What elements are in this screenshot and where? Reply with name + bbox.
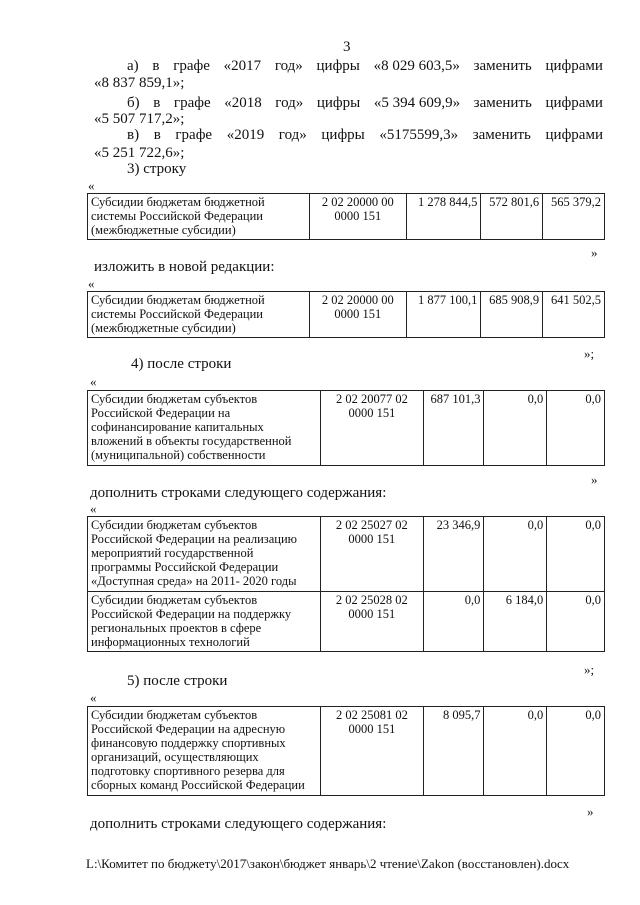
text-line: 0000 151 — [348, 532, 396, 546]
table-2 — [87, 291, 605, 338]
value-2018-cell: 685 908,9 — [481, 292, 543, 338]
value-2019-cell: 641 502,5 — [543, 292, 605, 338]
word: цифрами — [545, 95, 603, 111]
table-1 — [87, 193, 605, 240]
footer-file-path: L:\Комитет по бюджету\2017\закон\бюджет январь\2 чтение\Zakon (восстановлен).docx — [86, 856, 570, 871]
word: графе — [173, 95, 211, 111]
table-3 — [87, 390, 605, 466]
word: а) — [127, 58, 139, 74]
value-2019-cell: 0,0 — [547, 391, 605, 466]
text-line: 0000 151 — [334, 307, 382, 321]
text-line: (межбюджетные субсидии) — [91, 321, 236, 335]
table-row — [88, 592, 605, 652]
value-2017-cell: 8 095,7 — [423, 707, 484, 796]
page-number: 3 — [343, 39, 351, 55]
word: год» — [274, 58, 303, 74]
redaction-text: изложить в новой редакции: — [94, 259, 275, 275]
value-2018-cell: 0,0 — [484, 391, 547, 466]
close-quote-semicolon: »; — [584, 662, 595, 677]
paragraph-b-continuation: «5 507 717,2»; — [94, 111, 185, 127]
close-quote-semicolon: »; — [584, 346, 595, 361]
text-line: информационных технологий — [91, 635, 250, 649]
text-line: (межбюджетные субсидии) — [91, 223, 236, 237]
close-quote: » — [587, 804, 594, 819]
text-line: программы Российской Федерации — [91, 560, 279, 574]
word: заменить — [473, 95, 532, 111]
text-line: 0000 151 — [348, 722, 396, 736]
value-2019-cell: 0,0 — [547, 707, 605, 796]
word: «2018 — [224, 95, 262, 111]
table-4 — [87, 516, 605, 652]
row-name-cell — [88, 707, 321, 796]
text-line: сборных команд Российской Федерации — [91, 778, 305, 792]
paragraph-a — [127, 58, 603, 75]
text-line: 0000 151 — [334, 209, 382, 223]
text-line: финансовую поддержку спортивных — [91, 736, 286, 750]
table-row — [88, 517, 605, 592]
code-cell — [321, 391, 424, 466]
text-line: системы Российской Федерации — [91, 307, 263, 321]
text-line: 2 02 20000 00 — [321, 293, 394, 307]
value-2017-cell: 1 877 100,1 — [406, 292, 481, 338]
value-2018-cell: 0,0 — [484, 517, 547, 592]
word: заменить — [472, 127, 531, 143]
row-name-cell — [88, 391, 321, 466]
word: в — [153, 95, 161, 111]
row-name-cell — [88, 194, 310, 240]
open-quote: « — [88, 276, 95, 291]
text-line: Субсидии бюджетам бюджетной — [91, 293, 265, 307]
word: «2017 — [223, 58, 262, 74]
word: год» — [278, 127, 307, 143]
open-quote: « — [90, 501, 97, 516]
paragraph-c — [127, 127, 603, 144]
text-line: Российской Федерации на адресную — [91, 722, 286, 736]
word: цифрами — [545, 127, 603, 143]
word: цифры — [316, 95, 361, 111]
row-name-cell — [88, 517, 321, 592]
value-2018-cell: 0,0 — [484, 707, 547, 796]
value-2018-cell: 572 801,6 — [481, 194, 543, 240]
row-name-cell — [88, 292, 310, 338]
word: «5175599,3» — [379, 127, 459, 143]
code-cell — [310, 292, 407, 338]
supplement-text: дополнить строками следующего содержания: — [90, 485, 387, 501]
value-2017-cell: 1 278 844,5 — [406, 194, 481, 240]
word: цифры — [321, 127, 365, 143]
row-name-cell — [88, 592, 321, 652]
value-2019-cell: 565 379,2 — [543, 194, 605, 240]
table-row — [88, 391, 605, 466]
text-line: 2 02 25028 02 — [335, 593, 408, 607]
word: «5 394 609,9» — [373, 95, 461, 111]
item-3-heading: 3) строку — [127, 161, 187, 177]
value-2019-cell: 0,0 — [547, 592, 605, 652]
text-line: 2 02 20000 00 — [321, 195, 394, 209]
text-line: 2 02 20077 02 — [335, 392, 408, 406]
code-cell — [321, 517, 424, 592]
code-cell — [321, 592, 424, 652]
text-line: организаций, осуществляющих — [91, 750, 259, 764]
text-line: Субсидии бюджетам субъектов — [91, 392, 258, 406]
word: в — [152, 58, 160, 74]
value-2017-cell: 23 346,9 — [423, 517, 484, 592]
text-line: «Доступная среда» на 2011- 2020 годы — [91, 574, 297, 588]
table-5 — [87, 706, 605, 796]
open-quote: « — [90, 690, 97, 705]
text-line: Субсидии бюджетам субъектов — [91, 708, 258, 722]
close-quote: » — [591, 472, 598, 487]
word: в — [153, 127, 161, 143]
text-line: 0000 151 — [348, 607, 396, 621]
word: год» — [275, 95, 304, 111]
word: в) — [127, 127, 140, 143]
text-line: 2 02 25027 02 — [335, 518, 408, 532]
open-quote: « — [88, 178, 95, 193]
word: «2019 — [226, 127, 265, 143]
text-line: системы Российской Федерации — [91, 209, 263, 223]
value-2019-cell: 0,0 — [547, 517, 605, 592]
open-quote: « — [90, 374, 97, 389]
table-row — [88, 707, 605, 796]
table-row — [88, 194, 605, 240]
text-line: Субсидии бюджетам бюджетной — [91, 195, 265, 209]
word: заменить — [473, 58, 532, 74]
word: б) — [127, 95, 140, 111]
code-cell — [310, 194, 407, 240]
text-line: 0000 151 — [348, 406, 396, 420]
text-line: мероприятий государственной — [91, 546, 254, 560]
text-line: региональных проектов в сфере — [91, 621, 262, 635]
item-4-heading: 4) после строки — [131, 356, 232, 372]
word: цифрами — [545, 58, 603, 74]
paragraph-b — [127, 95, 603, 112]
text-line: Субсидии бюджетам субъектов — [91, 518, 258, 532]
text-line: 2 02 25081 02 — [335, 708, 408, 722]
text-line: Российской Федерации на — [91, 406, 231, 420]
text-line: Российской Федерации на реализацию — [91, 532, 297, 546]
table-row — [88, 292, 605, 338]
text-line: подготовку спортивного резерва для — [91, 764, 285, 778]
word: «8 029 603,5» — [373, 58, 460, 74]
item-5-heading: 5) после строки — [127, 673, 228, 689]
value-2017-cell: 0,0 — [423, 592, 484, 652]
value-2017-cell: 687 101,3 — [423, 391, 484, 466]
close-quote: » — [591, 245, 598, 260]
text-line: Российской Федерации на поддержку — [91, 607, 292, 621]
paragraph-c-continuation: «5 251 722,6»; — [94, 145, 185, 161]
text-line: Субсидии бюджетам субъектов — [91, 593, 258, 607]
text-line: софинансирование капитальных — [91, 420, 264, 434]
code-cell — [321, 707, 424, 796]
paragraph-a-continuation: «8 837 859,1»; — [94, 75, 185, 91]
text-line: (муниципальной) собственности — [91, 448, 266, 462]
value-2018-cell: 6 184,0 — [484, 592, 547, 652]
word: графе — [173, 58, 210, 74]
word: цифры — [316, 58, 360, 74]
word: графе — [175, 127, 213, 143]
supplement-text-2: дополнить строками следующего содержания: — [90, 816, 387, 832]
text-line: вложений в объекты государственной — [91, 434, 292, 448]
